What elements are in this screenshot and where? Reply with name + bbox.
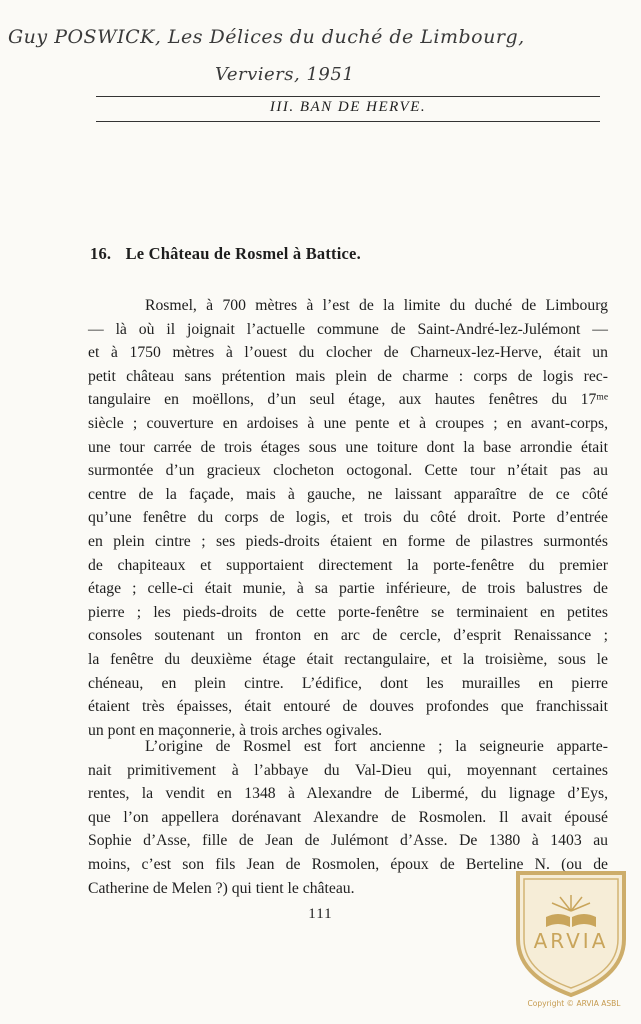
- text-line: rentes, la vendit en 1348 à Alexandre de Libermé, du lignage d’Eys,: [88, 785, 608, 803]
- text-line: nait primitivement à l’abbaye du Val-Dieu qui, moyennant certaines: [88, 761, 608, 779]
- text-line: que l’on appellera dorénavant Alexandre de Rosmolen. Il avait épousé: [88, 808, 608, 826]
- text-line: une tour carrée de trois étages sous une toiture dont la base arrondie était: [88, 438, 608, 456]
- running-head: III. BAN DE HERVE.: [269, 99, 427, 115]
- text-line: petit château sans prétention mais plein de charme : corps de logis rec-: [88, 367, 608, 385]
- text-line: de chapiteaux et supportaient directement la porte-fenêtre du premier: [88, 556, 608, 574]
- text-line: centre de la façade, mais à gauche, ne laissant apparaître de ce côté: [88, 485, 608, 503]
- text-line: chéneau, en plein cintre. L’édifice, dont les murailles en pierre: [88, 674, 608, 692]
- arvia-logo-text: ARVIA: [533, 929, 609, 953]
- text-line: qu’une fenêtre du corps de logis, et trois du côté droit. Porte d’entrée: [88, 509, 608, 527]
- text-line: moins, c’est son fils Jean de Rosmolen, époux de Berteline N. (ou de: [88, 855, 608, 873]
- text-line: en plein cintre ; ses pieds-droits étaient en forme de pilastres surmontés: [88, 532, 608, 550]
- handwritten-citation-line1: Guy POSWICK, Les Délices du duché de Limbourg,: [8, 26, 525, 48]
- text-line: pierre ; les pieds-droits de cette porte-fenêtre se terminaient en petites: [88, 603, 608, 621]
- header-rule-top: [96, 96, 600, 97]
- text-line: L’origine de Rosmel est fort ancienne ; la seigneurie apparte-: [145, 738, 608, 755]
- text-line: Rosmel, à 700 mètres à l’est de la limite du duché de Limbourg: [145, 297, 608, 314]
- text-line: étaient très épaisses, était entouré de douves profondes que franchissait: [88, 698, 608, 716]
- section-heading: [90, 244, 361, 264]
- text-line: Sophie d’Asse, fille de Jean de Julémont d’Asse. De 1380 à 1403 au: [88, 832, 608, 850]
- section-number: 16.: [90, 244, 112, 263]
- text-line: Catherine de Melen ?) qui tient le château.: [88, 879, 355, 897]
- copyright-notice: Copyright © ARVIA ASBL: [527, 999, 621, 1008]
- text-line: tangulaire en moëllons, d’un seul étage, aux hautes fenêtres du 17ᵐᵉ: [88, 391, 608, 409]
- page-number: 111: [308, 906, 333, 922]
- text-line: la fenêtre du deuxième étage était rectangulaire, et la troisième, sous le: [88, 650, 608, 668]
- text-line: siècle ; couverture en ardoises à une pente et à croupes ; en avant-corps,: [88, 414, 608, 432]
- text-line: un pont en maçonnerie, à trois arches ogivales.: [88, 721, 383, 739]
- text-line: consoles soutenant un fronton en arc de cercle, d’esprit Renaissance ;: [88, 627, 608, 645]
- paragraph-1: [88, 294, 608, 742]
- section-title: Le Château de Rosmel à Battice.: [125, 244, 361, 263]
- text-line: et à 1750 mètres à l’ouest du clocher de Charneux-lez-Herve, était un: [88, 344, 608, 362]
- handwritten-citation-line2: Verviers, 1951: [215, 64, 355, 85]
- text-line: — là où il joignait l’actuelle commune de Saint-André-lez-Julémont —: [88, 320, 608, 338]
- text-line: surmontée d’un gracieux clocheton octogonal. Cette tour n’était pas au: [88, 462, 608, 480]
- text-line: étage ; celle-ci était munie, à sa partie inférieure, de trois balustres de: [88, 580, 608, 598]
- header-rule-bottom: [96, 121, 600, 122]
